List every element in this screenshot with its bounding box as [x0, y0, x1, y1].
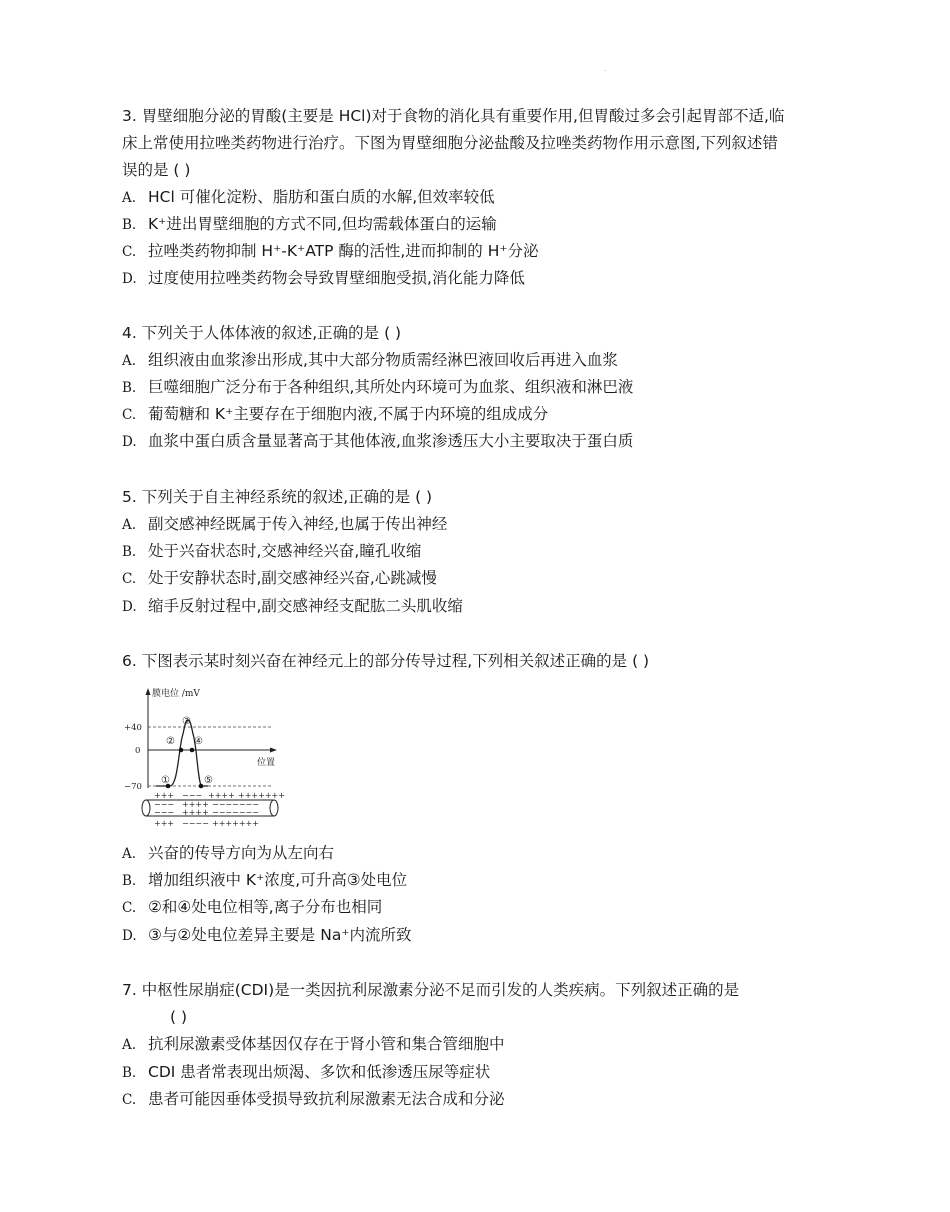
y-axis-arrow: [146, 688, 151, 695]
q7-stem-line1: 7. 中枢性尿崩症(CDI)是一类因抗利尿激素分泌不足而引发的人类疾病。下列叙述正确的是: [122, 981, 740, 999]
charges-bottom-2: −−−−: [182, 819, 209, 828]
option-text: HCl 可催化淀粉、脂肪和蛋白质的水解,但效率较低: [148, 188, 495, 206]
q3-option-b[interactable]: [122, 214, 497, 235]
option-text: 组织液由血浆渗出形成,其中大部分物质需经淋巴液回收后再进入血浆: [148, 351, 618, 369]
option-text: 过度使用拉唑类药物会导致胃壁细胞受损,消化能力降低: [148, 269, 525, 287]
option-label: B.: [122, 380, 137, 396]
q7-option-a[interactable]: [122, 1034, 505, 1055]
option-label: C.: [122, 1092, 137, 1108]
point-5-label: ⑤: [204, 775, 213, 786]
q4-option-d[interactable]: [122, 431, 633, 452]
x-axis-label: 位置: [257, 758, 276, 768]
option-text: ②和④处电位相等,离子分布也相同: [148, 898, 383, 916]
option-text: K⁺进出胃壁细胞的方式不同,但均需载体蛋白的运输: [148, 215, 497, 233]
option-label: B.: [122, 544, 137, 560]
q5-option-d[interactable]: [122, 596, 463, 617]
q6-option-d[interactable]: [122, 925, 412, 946]
q7-option-b[interactable]: [122, 1062, 490, 1083]
option-label: C.: [122, 571, 137, 587]
point-3-label: ③: [182, 716, 191, 727]
point-2-dot: [179, 748, 184, 753]
option-label: C.: [122, 244, 137, 260]
charges-inner1-3: −−−−−−−: [212, 800, 259, 809]
charges-top-4: +++++++: [238, 791, 285, 800]
option-text: 拉唑类药物抑制 H⁺-K⁺ATP 酶的活性,进而抑制的 H⁺分泌: [148, 242, 539, 260]
q7-answer-blank: ( ): [170, 1008, 188, 1026]
membrane-potential-figure: [124, 684, 298, 832]
scan-speck: .: [604, 64, 607, 73]
q5-option-a[interactable]: [122, 514, 447, 535]
charges-inner1-2: ++++: [182, 800, 209, 809]
option-label: B.: [122, 1065, 137, 1081]
option-text: 抗利尿激素受体基因仅存在于肾小管和集合管细胞中: [148, 1035, 505, 1053]
charges-bottom-1: +++: [154, 819, 175, 828]
charges-inner2-3: −−−−−−−: [212, 808, 259, 817]
axon-left-end: [142, 800, 150, 816]
q7-option-c[interactable]: [122, 1089, 505, 1110]
option-label: B.: [122, 873, 137, 889]
q5-stem: 5. 下列关于自主神经系统的叙述,正确的是 ( ): [122, 488, 433, 506]
option-label: D.: [122, 599, 137, 615]
q5-option-b[interactable]: [122, 541, 421, 562]
q3-option-a[interactable]: [122, 187, 495, 208]
option-text: 患者可能因垂体受损导致抗利尿激素无法合成和分泌: [148, 1090, 505, 1108]
option-label: D.: [122, 434, 137, 450]
q3-stem-line3: 误的是 ( ): [122, 161, 191, 179]
point-1-label: ①: [161, 775, 170, 786]
option-label: A.: [122, 353, 137, 369]
option-text: 副交感神经既属于传入神经,也属于传出神经: [148, 515, 448, 533]
option-label: A.: [122, 1037, 137, 1053]
option-text: 血浆中蛋白质含量显著高于其他体液,血浆渗透压大小主要取决于蛋白质: [148, 432, 634, 450]
point-4-label: ④: [194, 736, 203, 747]
option-label: D.: [122, 271, 137, 287]
charges-inner2-1: −−−: [154, 808, 175, 817]
y-axis-label: 膜电位 /mV: [152, 689, 200, 699]
charges-top-1: +++: [154, 791, 175, 800]
axon-right-end: [270, 800, 278, 816]
option-text: CDI 患者常表现出烦渴、多饮和低渗透压尿等症状: [148, 1063, 491, 1081]
option-text: 兴奋的传导方向为从左向右: [148, 844, 335, 862]
q4-stem: 4. 下列关于人体体液的叙述,正确的是 ( ): [122, 324, 402, 342]
option-text: 处于安静状态时,副交感神经兴奋,心跳减慢: [148, 569, 437, 587]
option-label: C.: [122, 900, 137, 916]
q5-option-c[interactable]: [122, 568, 437, 589]
option-text: 巨噬细胞广泛分布于各种组织,其所处内环境可为血浆、组织液和淋巴液: [148, 378, 634, 396]
option-label: A.: [122, 517, 137, 533]
charges-top-3: ++++: [208, 791, 235, 800]
option-text: 处于兴奋状态时,交感神经兴奋,瞳孔收缩: [148, 542, 422, 560]
charges-inner1-1: −−−: [154, 800, 175, 809]
q6-stem: 6. 下图表示某时刻兴奋在神经元上的部分传导过程,下列相关叙述正确的是 ( ): [122, 652, 650, 670]
option-text: 增加组织液中 K⁺浓度,可升高③处电位: [148, 871, 408, 889]
option-label: A.: [122, 190, 137, 206]
q3-option-d[interactable]: [122, 268, 525, 289]
q3-option-c[interactable]: [122, 241, 539, 262]
q4-option-b[interactable]: [122, 377, 633, 398]
tick-minus70: −70: [124, 782, 142, 792]
tick-plus40: +40: [124, 723, 142, 733]
option-text: ③与②处电位差异主要是 Na⁺内流所致: [148, 926, 412, 944]
charges-inner2-2: ++++: [182, 808, 209, 817]
q6-option-b[interactable]: [122, 870, 407, 891]
charges-top-2: −−−: [182, 791, 203, 800]
q4-option-a[interactable]: [122, 350, 618, 371]
option-label: D.: [122, 928, 137, 944]
option-label: B.: [122, 217, 137, 233]
x-axis-arrow: [270, 748, 277, 753]
option-text: 缩手反射过程中,副交感神经支配肱二头肌收缩: [148, 597, 463, 615]
option-label: A.: [122, 846, 137, 862]
q6-option-a[interactable]: [122, 843, 334, 864]
q3-stem-line2: 床上常使用拉唑类药物进行治疗。下图为胃壁细胞分泌盐酸及拉唑类药物作用示意图,下列叙述错: [122, 134, 778, 152]
option-label: C.: [122, 407, 137, 423]
point-2-label: ②: [166, 736, 175, 747]
option-text: 葡萄糖和 K⁺主要存在于细胞内液,不属于内环境的组成成分: [148, 405, 549, 423]
tick-zero: 0: [135, 746, 141, 756]
q3-stem-line1: 3. 胃壁细胞分泌的胃酸(主要是 HCl)对于食物的消化具有重要作用,但胃酸过多会引起胃部不适,临: [122, 107, 785, 125]
point-5-dot: [199, 784, 204, 789]
charges-bottom-3: +++++++: [212, 819, 259, 828]
q6-option-c[interactable]: [122, 897, 382, 918]
point-4-dot: [190, 748, 195, 753]
q4-option-c[interactable]: [122, 404, 548, 425]
